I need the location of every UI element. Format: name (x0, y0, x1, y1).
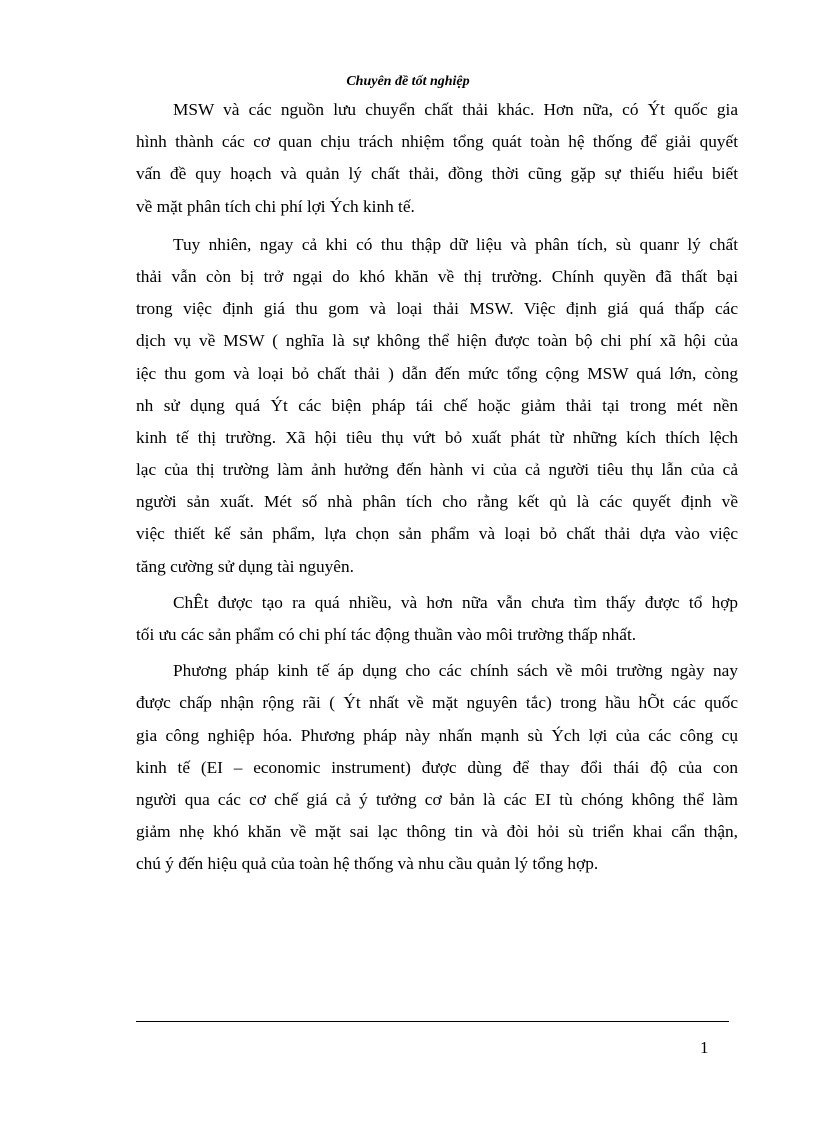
paragraph-line: trong việc định giá thu gom và loại thải MSW. Việc định giá quá thấp các (136, 299, 738, 319)
paragraph-1 (136, 94, 738, 223)
paragraph-line: người qua các cơ chế giá cả ý tưởng cơ bản là các EI tù chóng không thể làm (136, 789, 738, 809)
page-number: 1 (700, 1038, 709, 1057)
page-header-title: Chuyên đề tốt nghiệp (346, 74, 470, 89)
paragraph-line: vấn đề quy hoạch và quản lý chất thải, đồng thời cũng gặp sự thiếu hiểu biết (136, 164, 738, 184)
paragraph-line: iệc thu gom và loại bỏ chất thải ) dẫn đến mức tổng cộng MSW quá lớn, còng (136, 363, 738, 383)
paragraph-line: Tuy nhiên, ngay cả khi có thu thập dữ liệu và phân tích, sù quanr lý chất (173, 234, 738, 254)
paragraph-line: giảm nhẹ khó khăn về mặt sai lạc thông tin và đòi hỏi sù triển khai cẩn thận, (136, 822, 738, 842)
paragraph-line: Phương pháp kinh tế áp dụng cho các chính sách về môi trường ngày nay (173, 661, 738, 681)
paragraph-line: MSW và các nguồn lưu chuyển chất thải khác. Hơn nữa, có Ýt quốc gia (173, 100, 738, 119)
paragraph-line: được chấp nhận rộng rãi ( Ýt nhất về mặt nguyên tắc) trong hầu hÕt các quốc (136, 693, 738, 713)
paragraph-2 (136, 229, 738, 583)
paragraph-line: gia công nghiệp hóa. Phương pháp này nhấn mạnh sù Ých lợi của các công cụ (136, 725, 738, 745)
paragraph-line: người sản xuất. Mét số nhà phân tích cho rằng kết qủ là các quyết định về (136, 492, 738, 512)
paragraph-line: dịch vụ về MSW ( nghĩa là sự không thể hiện được toàn bộ chi phí xã hội của (136, 331, 738, 351)
paragraph-line: kinh tế (EI – economic instrument) được dùng để thay đổi thái độ của con (136, 757, 738, 777)
document-body (136, 94, 738, 881)
paragraph-line: chú ý đến hiệu quả của toàn hệ thống và nhu cầu quản lý tổng hợp. (136, 854, 599, 874)
paragraph-line: về mặt phân tích chi phí lợi Ých kinh tế. (136, 196, 415, 216)
paragraph-line: hình thành các cơ quan chịu trách nhiệm tổng quát toàn hệ thống để giải quyết (136, 132, 738, 152)
paragraph-line: tối ưu các sản phẩm có chi phí tác động thuần vào môi trường thấp nhất. (136, 625, 637, 644)
paragraph-line: nh sử dụng quá Ýt các biện pháp tái chế hoặc giảm thải tại trong mét nền (136, 395, 738, 415)
paragraph-4 (136, 655, 738, 880)
paragraph-3 (136, 587, 738, 651)
footer-divider (136, 1021, 729, 1022)
paragraph-line: kinh tế thị trường. Xã hội tiêu thụ vứt bỏ xuất phát từ những kích thích lệch (136, 427, 738, 447)
paragraph-line: lạc của thị trường làm ảnh hưởng đến hành vi của cả người tiêu thụ lẫn của cả (136, 460, 738, 480)
paragraph-line: thải vẫn còn bị trở ngại do khó khăn về thị trường. Chính quyền đã thất bại (136, 266, 738, 286)
paragraph-line: tăng cường sử dụng tài nguyên. (136, 556, 354, 576)
paragraph-line: việc thiết kế sản phẩm, lựa chọn sản phẩm và loại bỏ chất thải dựa vào việc (136, 524, 738, 544)
paragraph-line: ChÊt được tạo ra quá nhiều, và hơn nữa vẫn chưa tìm thấy được tổ hợp (173, 592, 738, 612)
